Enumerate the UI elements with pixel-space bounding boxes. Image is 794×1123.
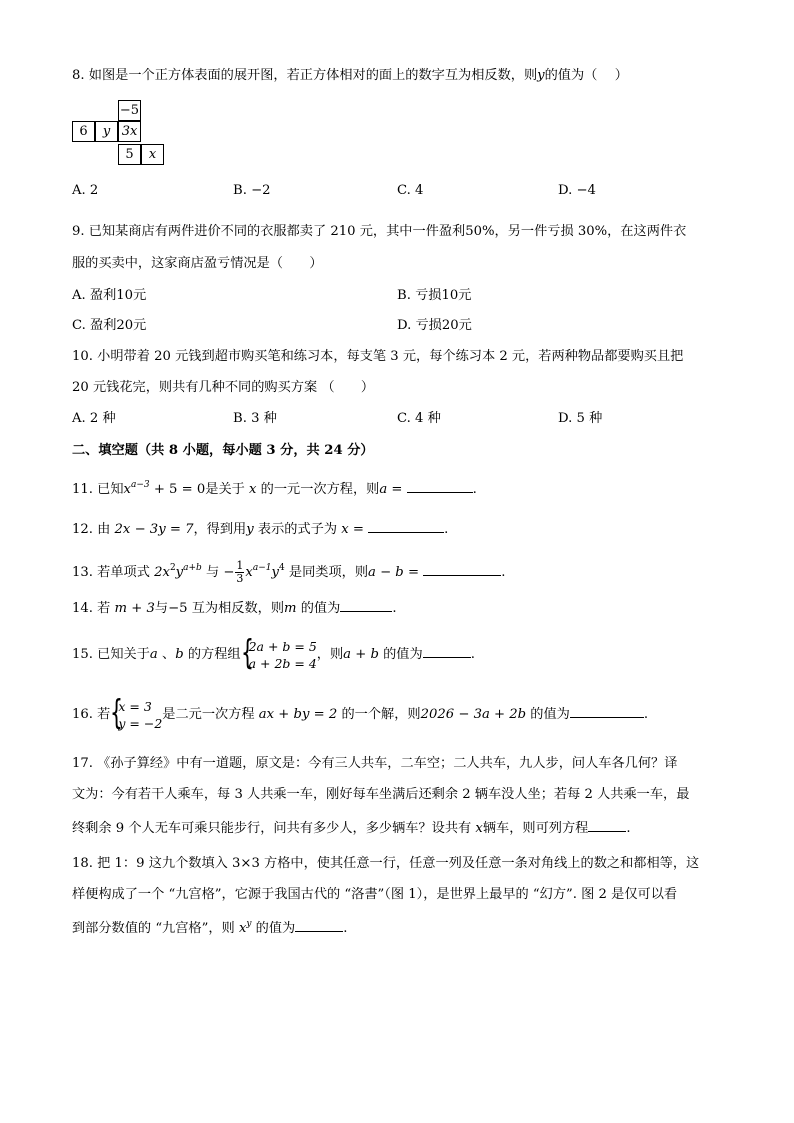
q10-option-b: B. 3 种 bbox=[233, 411, 277, 426]
q9-line2: 服的买卖中，这家商店盈亏情况是（ ） bbox=[72, 256, 323, 271]
net-cell-top: −5 bbox=[118, 100, 141, 121]
net-cell-bottom-right: x bbox=[141, 144, 164, 165]
answer-blank[interactable] bbox=[295, 917, 343, 932]
q10-option-d: D. 5 种 bbox=[558, 411, 603, 426]
answer-blank[interactable] bbox=[340, 597, 392, 612]
q8-option-c: C. 4 bbox=[397, 183, 424, 198]
q10-option-a: A. 2 种 bbox=[72, 411, 116, 426]
q10-line2: 20 元钱花完，则共有几种不同的购买方案 （ ） bbox=[72, 380, 375, 395]
q9-line1: 9. 已知某商店有两件进价不同的衣服都卖了 210 元，其中一件盈利50%，另一件亏损 30%，在这两件衣 bbox=[72, 224, 687, 239]
q18-line3: 到部分数值的 “九宫格”，则 $x^y$ 的值为 . bbox=[72, 919, 348, 936]
q11: 11. 已知$x^{a-3} + 5 = 0$是关于 x 的一元一次方程，则a = . bbox=[72, 480, 477, 497]
q16: 16. 若 { x = 3 y = −2 是二元一次方程 ax + by = 2 的一个解，则2026 − 3a + 2b 的值为 . bbox=[72, 692, 649, 733]
net-cell-left1: 6 bbox=[72, 121, 95, 142]
answer-blank[interactable] bbox=[423, 643, 471, 658]
q8-option-b: B. −2 bbox=[233, 183, 271, 198]
answer-blank[interactable] bbox=[570, 703, 644, 718]
answer-blank[interactable] bbox=[423, 561, 501, 576]
answer-blank[interactable] bbox=[407, 478, 473, 493]
fraction: $\frac{1}{3}$ bbox=[236, 559, 244, 585]
net-cell-left2: y bbox=[95, 121, 118, 142]
q8-option-d: D. −4 bbox=[558, 183, 596, 198]
q12: 12. 由 2x − 3y = 7，得到用y 表示的式子为 x = . bbox=[72, 518, 448, 539]
answer-blank[interactable] bbox=[588, 817, 626, 832]
q15: 15. 已知关于a 、b 的方程组 { 2a + b = 5 a + 2b = 4 ，则a + b 的值为 . bbox=[72, 632, 475, 673]
q8-stem: 8. 如图是一个正方体表面的展开图，若正方体相对的面上的数字互为相反数，则y的值为（ ） bbox=[72, 68, 628, 83]
q13: 13. 若单项式 $2x^2y^{a+b}$ 与 − $\frac{1}{3}$ $x^{a-1}y^4$ 是同类项，则a − b = . bbox=[72, 559, 506, 585]
q14: 14. 若 m + 3与−5 互为相反数，则m 的值为 . bbox=[72, 597, 397, 618]
q17-line2: 文为：今有若干人乘车，每 3 人共乘一车，刚好每车坐满后还剩余 2 辆车没人坐；若每 2 人共乘一车，最 bbox=[72, 787, 690, 802]
q9-option-a: A. 盈利10元 bbox=[72, 288, 147, 303]
q10-line1: 10. 小明带着 20 元钱到超市购买笔和练习本，每支笔 3 元，每个练习本 2 元，若两种物品都要购买且把 bbox=[72, 349, 684, 364]
q17-line1: 17. 《孙子算经》中有一道题，原文是：今有三人共车，二车空；二人共车，九人步，问人车各几何？译 bbox=[72, 756, 678, 771]
q18-line1: 18. 把 1：9 这九个数填入 3×3 方格中，使其任意一行，任意一列及任意一条对角线上的数之和都相等，这 bbox=[72, 856, 700, 871]
q18-line2: 样便构成了一个 “九宫格”，它源于我国古代的 “洛書”（图 1），是世界上最早的 “幻方”. 图 2 是仅可以看 bbox=[72, 887, 678, 902]
q8-option-a: A. 2 bbox=[72, 183, 99, 198]
answer-blank[interactable] bbox=[368, 518, 444, 533]
q9-option-d: D. 亏损20元 bbox=[397, 318, 472, 333]
section-heading: 二、填空题（共 8 小题，每小题 3 分，共 24 分） bbox=[72, 443, 374, 458]
net-cell-mid: 3x bbox=[118, 121, 141, 142]
q9-option-c: C. 盈利20元 bbox=[72, 318, 147, 333]
net-cell-bottom: 5 bbox=[118, 144, 141, 165]
q10-option-c: C. 4 种 bbox=[397, 411, 441, 426]
q9-option-b: B. 亏损10元 bbox=[397, 288, 472, 303]
equation-system: { x = 3 y = −2 bbox=[110, 692, 163, 733]
equation-system: { 2a + b = 5 a + 2b = 4 bbox=[240, 632, 317, 673]
q17-line3: 终剩余 9 个人无车可乘只能步行，问共有多少人，多少辆车？设共有 x辆车，则可列方程 . bbox=[72, 817, 631, 838]
